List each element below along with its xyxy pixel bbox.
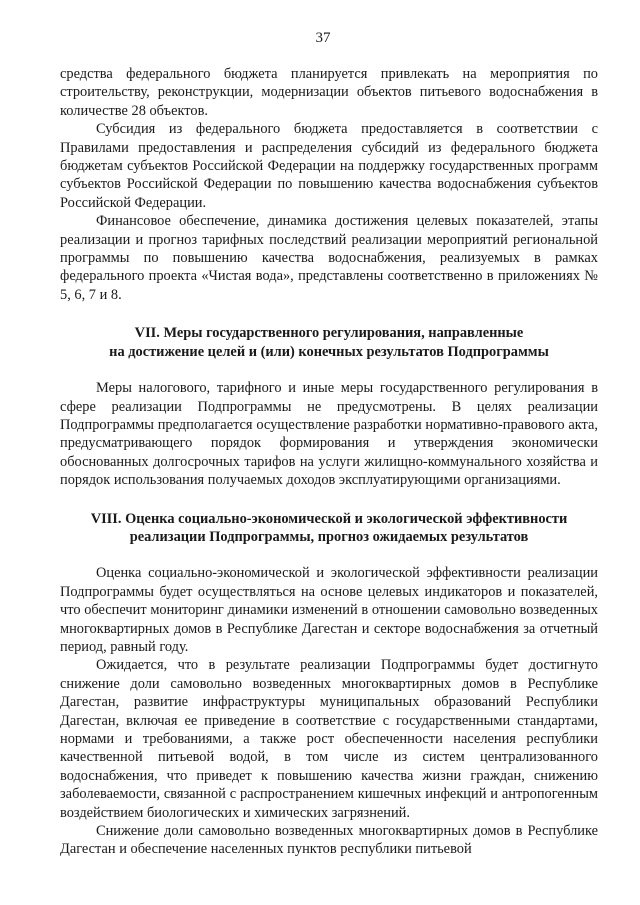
paragraph-regulation: Меры налогового, тарифного и иные меры государственного регулирования в сфере реализации Подпрограммы не предусмотрены. В целях реализации Подпрограммы предполагается осуществление разработки нормативно-правового акта, предусматривающего порядок формирования и утверждения экономически обоснованных долгосрочных тарифов на услуги жилищно-коммунального хозяйства и порядок использования получаемых доходов эксплуатирующими организациями. bbox=[60, 380, 598, 489]
section-7-heading-line1: VII. Меры государственного регулирования, направленные bbox=[134, 325, 524, 342]
paragraph-reduction: Снижение доли самовольно возведенных многоквартирных домов в Республике Дагестан и обеспечение населенных пунктов республики питьевой bbox=[60, 823, 598, 858]
section-8-heading-line2: реализации Подпрограммы, прогноз ожидаемых результатов bbox=[129, 528, 529, 545]
paragraph-continuation: средства федерального бюджета планируется привлекать на мероприятия по строительству, реконструкции, модернизации объектов питьевого водоснабжения в количестве 28 объектов. bbox=[60, 66, 598, 119]
page-number: 37 bbox=[315, 30, 331, 46]
paragraph-evaluation: Оценка социально-экономической и экологической эффективности реализации Подпрограммы будет осуществляться на основе целевых индикаторов и показателей, что обеспечит мониторинг динамики изменений в отношении самовольно возведенных многоквартирных домов в Республике Дагестан и секторе водоснабжения за отчетный период, равный году. bbox=[60, 565, 598, 655]
paragraph-subsidy: Субсидия из федерального бюджета предоставляется в соответствии с Правилами предоставления и распределения субсидий из федерального бюджета бюджетам субъектов Российской Федерации на поддержку государственных программ субъектов Российской Федерации по повышению качества водоснабжения субъектов Российской Федерации. bbox=[60, 121, 598, 211]
section-7-heading bbox=[60, 324, 598, 361]
document-page bbox=[60, 0, 598, 859]
paragraph-expected-results: Ожидается, что в результате реализации Подпрограммы будет достигнуто снижение доли самовольно возведенных многоквартирных домов в Республике Дагестан, развитие инфраструктуры муниципальных образований Республики Дагестан, включая ее приведение в соответствие с государственными стандартами, нормами и требованиями, а также рост обеспеченности населения республики качественной питьевой водой, в том числе из систем централизованного водоснабжения, что приведет к повышению качества жизни граждан, снижению заболеваемости, связанной с распространением кишечных инфекций и антропогенным воздействием биологических и химических загрязнений. bbox=[60, 657, 598, 821]
section-8-heading bbox=[60, 510, 598, 547]
paragraph-financing: Финансовое обеспечение, динамика достижения целевых показателей, этапы реализации и прогноз тарифных последствий реализации мероприятий региональной программы по повышению качества водоснабжения, реализуемых в рамках федерального проекта «Чистая вода», представлены соответственно в приложениях № 5, 6, 7 и 8. bbox=[60, 213, 598, 303]
section-8-heading-line1: VIII. Оценка социально-экономической и экологической эффективности bbox=[90, 510, 568, 527]
section-7-heading-line2: на достижение целей и (или) конечных результатов Подпрограммы bbox=[109, 343, 549, 360]
